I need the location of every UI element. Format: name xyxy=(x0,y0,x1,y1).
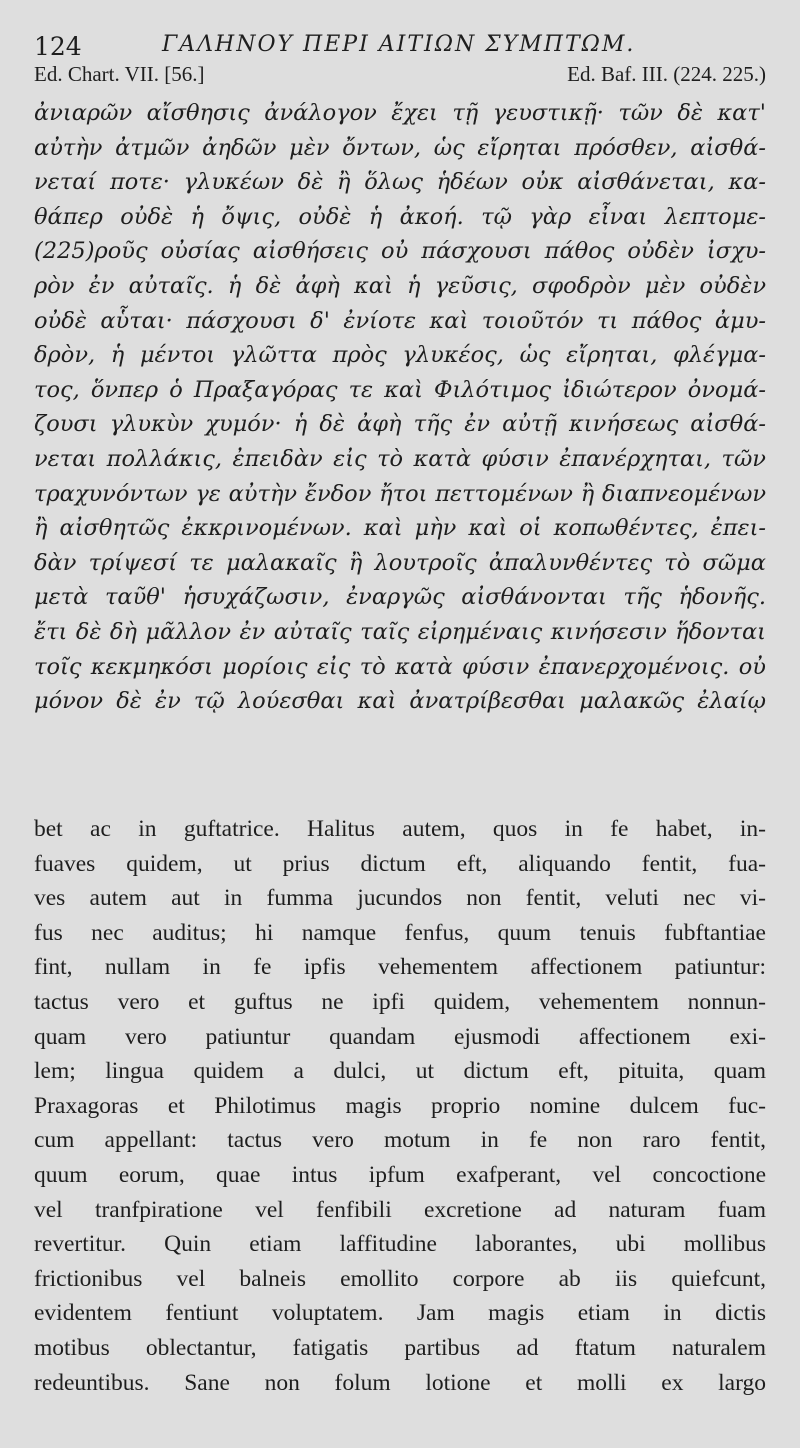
running-title: ΓΑΛΗΝΟΥ ΠΕΡΙ ΑΙΤΙΩΝ ΣΥΜΠΤΩΜ. xyxy=(162,32,636,57)
latin-line: tactus vero et guftus ne ipfi quidem, vehementem nonnun- xyxy=(34,988,766,1015)
greek-line: ἔτι δὲ δὴ μᾶλλον ἐν αὐταῖς ταῖς εἰρημέναις κινήσεσιν ἥδονται xyxy=(34,618,766,645)
latin-line: fint, nullam in fe ipfis vehementem affectionem patiuntur: xyxy=(34,954,766,981)
greek-line: αὐτὴν ἀτμῶν ἀηδῶν μὲν ὄντων, ὡς εἴρηται πρόσθεν, αἰσθά- xyxy=(34,134,766,161)
greek-line: ζουσι γλυκὺν χυμόν· ἡ δὲ ἀφὴ τῆς ἐν αὐτῇ κινήσεως αἰσθά- xyxy=(34,411,766,438)
greek-line: τοῖς κεκμηκόσι μορίοις εἰς τὸ κατὰ φύσιν ἐπανερχομένοις. οὐ xyxy=(34,653,766,680)
latin-line: fuaves quidem, ut prius dictum eft, aliquando fentit, fua- xyxy=(34,850,766,877)
latin-line: vel tranfpiratione vel fenfibili excretione ad naturam fuam xyxy=(34,1196,766,1223)
greek-line: ἢ αἰσθητῶς ἐκκρινομένων. καὶ μὴν καὶ οἱ κοπωθέντες, ἐπει- xyxy=(34,515,766,542)
latin-line: fus nec auditus; hi namque fenfus, quum tenuis fubftantiae xyxy=(34,919,766,946)
latin-line: motibus oblectantur, fatigatis partibus ad ftatum naturalem xyxy=(34,1334,766,1361)
latin-line: frictionibus vel balneis emollito corpore ab iis quiefcunt, xyxy=(34,1265,766,1292)
latin-text xyxy=(34,812,766,1400)
greek-line: δρὸν, ἡ μέντοι γλῶττα πρὸς γλυκέος, ὡς εἴρηται, φλέγμα- xyxy=(34,342,766,369)
greek-text xyxy=(34,96,766,719)
latin-line: Praxagoras et Philotimus magis proprio nomine dulcem fuc- xyxy=(34,1092,766,1119)
latin-line: bet ac in guftatrice. Halitus autem, quos in fe habet, in- xyxy=(34,816,766,842)
running-head xyxy=(34,22,766,62)
latin-line: quam vero patiuntur quandam ejusmodi affectionem exi- xyxy=(34,1023,766,1050)
edition-line xyxy=(34,62,766,92)
latin-line: evidentem fentiunt voluptatem. Jam magis etiam in dictis xyxy=(34,1300,766,1327)
edition-chart-ref: Ed. Chart. VII. [56.] xyxy=(34,62,205,86)
greek-line: τραχυνόντων γε αὐτὴν ἔνδον ἤτοι πεττομένων ἢ διαπνεομένων xyxy=(34,480,766,507)
greek-line: μόνον δὲ ἐν τῷ λούεσθαι καὶ ἀνατρίβεσθαι μαλακῶς ἐλαίῳ xyxy=(34,688,766,715)
edition-basel-ref: Ed. Baf. III. (224. 225.) xyxy=(567,62,766,86)
greek-line: οὐδὲ αὗται· πάσχουσι δ' ἐνίοτε καὶ τοιοῦτόν τι πάθος ἀμυ- xyxy=(34,307,766,334)
greek-line: (225)ροῦς οὐσίας αἰσθήσεις οὐ πάσχουσι πάθος οὐδὲν ἰσχυ- xyxy=(34,238,766,265)
latin-line: lem; lingua quidem a dulci, ut dictum eft, pituita, quam xyxy=(34,1058,766,1085)
greek-line: νεταί ποτε· γλυκέων δὲ ἢ ὅλως ἡδέων οὐκ αἰσθάνεται, κα- xyxy=(34,169,766,196)
greek-line: ρὸν ἐν αὐταῖς. ἡ δὲ ἀφὴ καὶ ἡ γεῦσις, σφοδρὸν μὲν οὐδὲν xyxy=(34,272,766,299)
greek-line: ἀνιαρῶν αἴσθησις ἀνάλογον ἔχει τῇ γευστικῇ· τῶν δὲ κατ' xyxy=(34,100,766,126)
greek-line: μετὰ ταῦθ' ἡσυχάζωσιν, ἐναργῶς αἰσθάνονται τῆς ἡδονῆς. xyxy=(34,584,766,611)
latin-line: ves autem aut in fumma jucundos non fentit, veluti nec vi- xyxy=(34,885,766,912)
greek-line: δὰν τρίψεσί τε μαλακαῖς ἢ λουτροῖς ἀπαλυνθέντες τὸ σῶμα xyxy=(34,549,766,576)
greek-line: τος, ὅνπερ ὁ Πραξαγόρας τε καὶ Φιλότιμος ἰδιώτερον ὀνομά- xyxy=(34,376,766,403)
greek-line: νεται πολλάκις, ἐπειδὰν εἰς τὸ κατὰ φύσιν ἐπανέρχηται, τῶν xyxy=(34,445,766,472)
latin-line: revertitur. Quin etiam laffitudine laborantes, ubi mollibus xyxy=(34,1231,766,1258)
latin-line: quum eorum, quae intus ipfum exafperant, vel concoctione xyxy=(34,1161,766,1188)
latin-line: cum appellant: tactus vero motum in fe non raro fentit, xyxy=(34,1127,766,1154)
latin-line: redeuntibus. Sane non folum lotione et molli ex largo xyxy=(34,1369,766,1396)
greek-line: θάπερ οὐδὲ ἡ ὄψις, οὐδὲ ἡ ἀκοή. τῷ γὰρ εἶναι λεπτομε- xyxy=(34,203,766,230)
page-number: 124 xyxy=(34,32,82,61)
